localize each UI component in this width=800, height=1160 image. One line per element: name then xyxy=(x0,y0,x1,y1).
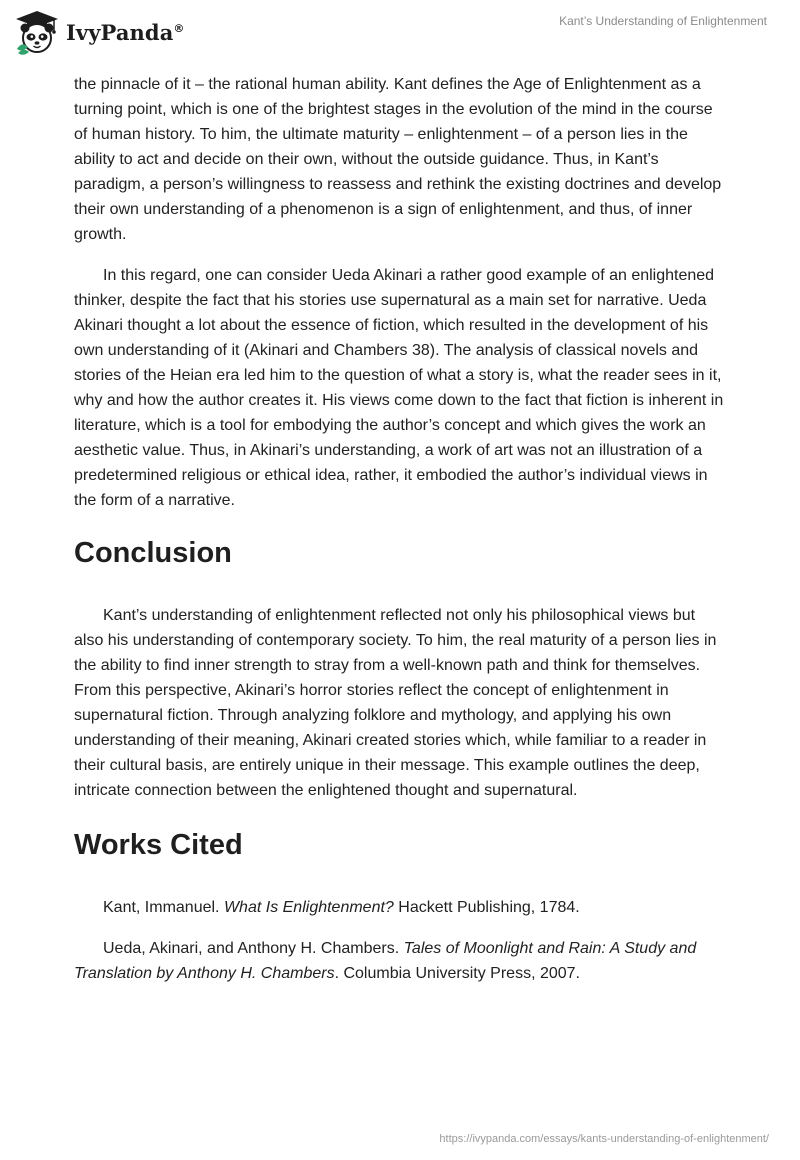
panda-graduate-icon xyxy=(14,9,60,55)
conclusion-heading: Conclusion xyxy=(74,537,232,569)
citation-ueda: Ueda, Akinari, and Anthony H. Chambers. Tales of Moonlight and Rain: A Study and Translation by Anthony H. Chambers. Columbia University Press, 2007. xyxy=(74,940,697,982)
logo-text: IvyPanda® xyxy=(66,19,185,45)
document-title: Kant’s Understanding of Enlightenment xyxy=(559,14,767,28)
source-url[interactable]: https://ivypanda.com/essays/kants-understanding-of-enlightenment/ xyxy=(439,1133,769,1145)
page-header xyxy=(0,0,800,62)
citation-title: What Is Enlightenment? xyxy=(223,899,394,916)
works-cited-heading: Works Cited xyxy=(74,829,243,861)
essay-content xyxy=(74,72,726,986)
paragraph-2: In this regard, one can consider Ueda Akinari a rather good example of an enlightened thinker, despite the fact that his stories use supernatural as a main set for narrative. Ueda Akinari thought a lot about the essence of fiction, which resulted in the development of his own understanding of it (Akinari and Chambers 38). The analysis of classical novels and stories of the Heian era led him to the question of what a story is, what the reader sees in it, why and how the author creates it. His views come down to the fact that fiction is inherent in literature, which is a tool for embodying the author’s concept and which gives the work an aesthetic value. Thus, in Akinari’s understanding, a work of art was not an illustration of a predetermined religious or ethical idea, rather, it embodied the author’s individual views in the form of a narrative. xyxy=(74,267,724,509)
citation-title: Tales of Moonlight and Rain: A Study and Translation by Anthony H. Chambers xyxy=(74,940,697,982)
citation-kant: Kant, Immanuel. What Is Enlightenment? Hackett Publishing, 1784. xyxy=(103,899,580,916)
conclusion-paragraph: Kant’s understanding of enlightenment reflected not only his philosophical views but also his understanding of contemporary society. To him, the real maturity of a person lies in the ability to find inner strength to stray from a well-known path and think for themselves. From this perspective, Akinari’s horror stories reflect the concept of enlightenment in supernatural fiction. Through analyzing folklore and mythology, and applying his own understanding of their meaning, Akinari created stories which, while familiar to a reader in their cultural basis, are entirely unique in their message. This example outlines the deep, intricate connection between the enlightened thought and supernatural. xyxy=(74,607,717,799)
paragraph-1: the pinnacle of it – the rational human ability. Kant defines the Age of Enlightenment as a turning point, which is one of the brightest stages in the evolution of the mind in the course of human history. To him, the ultimate maturity – enlightenment – of a person lies in the ability to act and decide on their own, without the outside guidance. Thus, in Kant’s paradigm, a person’s willingness to reassess and rethink the existing doctrines and develop their own understanding of a phenomenon is a sign of enlightenment, and thus, of inner growth. xyxy=(74,76,722,243)
logo[interactable] xyxy=(14,8,185,56)
